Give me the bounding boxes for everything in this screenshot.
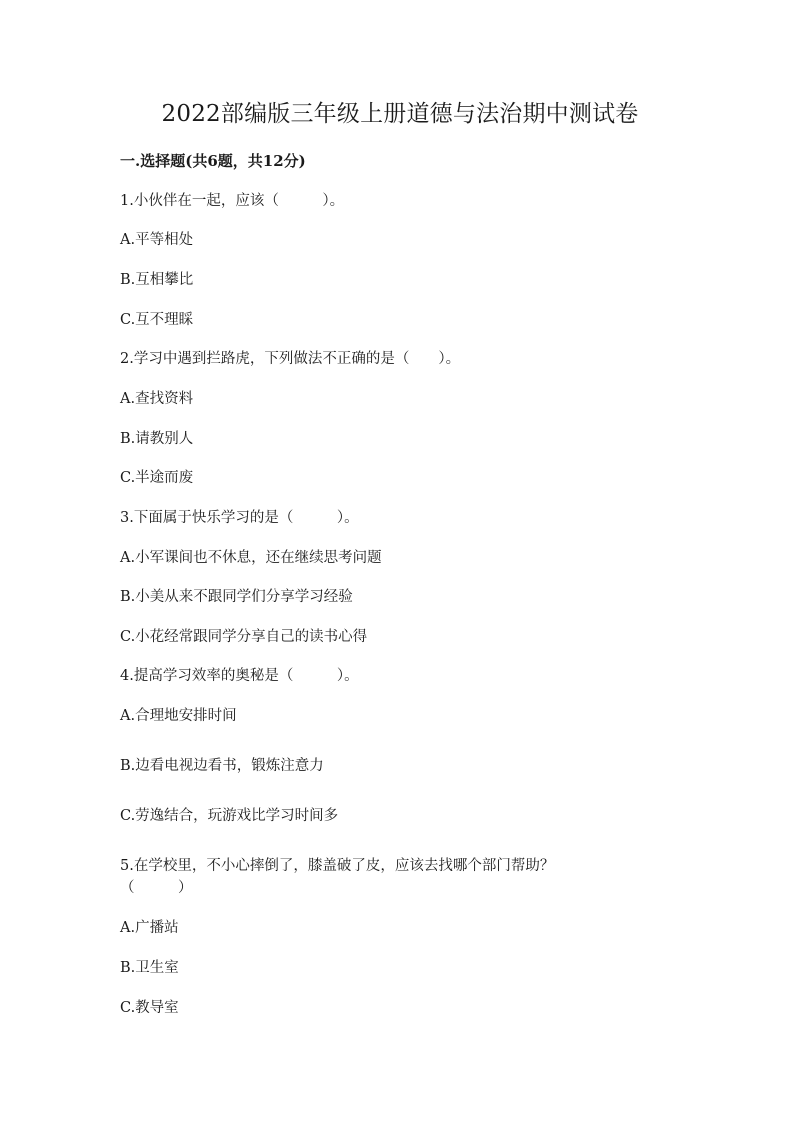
question-4-stem: 4.提高学习效率的奥秘是（ ）。 <box>120 668 359 684</box>
question-1-option-a: A.平等相处 <box>120 232 194 248</box>
question-5-option-a: A.广播站 <box>120 920 179 936</box>
question-2-option-b: B.请教别人 <box>120 431 194 447</box>
question-3-option-a: A.小军课间也不休息，还在继续思考问题 <box>120 550 382 566</box>
page-title: 2022部编版三年级上册道德与法治期中测试卷 <box>161 101 639 127</box>
question-1-option-b: B.互相攀比 <box>120 272 194 288</box>
question-5-option-c: C.教导室 <box>120 1000 179 1016</box>
section-heading: 一.选择题(共6题，共12分) <box>120 152 306 170</box>
question-5-option-b: B.卫生室 <box>120 960 179 976</box>
question-1-option-c: C.互不理睬 <box>120 312 194 328</box>
question-3-option-b: B.小美从来不跟同学们分享学习经验 <box>120 589 353 605</box>
question-5-stem-continuation: （ ） <box>120 880 193 896</box>
question-3-option-c: C.小花经常跟同学分享自己的读书心得 <box>120 629 368 645</box>
question-5-stem: 5.在学校里，不小心摔倒了，膝盖破了皮，应该去找哪个部门帮助？ <box>120 858 555 874</box>
question-2-stem: 2.学习中遇到拦路虎，下列做法不正确的是（ ）。 <box>120 351 461 367</box>
question-2-option-c: C.半途而废 <box>120 470 194 486</box>
question-4-option-a: A.合理地安排时间 <box>120 708 237 724</box>
question-1-stem: 1.小伙伴在一起，应该（ ）。 <box>120 193 345 209</box>
question-3-stem: 3.下面属于快乐学习的是（ ）。 <box>120 510 359 526</box>
question-4-option-c: C.劳逸结合，玩游戏比学习时间多 <box>120 808 339 824</box>
question-4-option-b: B.边看电视边看书，锻炼注意力 <box>120 758 324 774</box>
question-2-option-a: A.查找资料 <box>120 391 194 407</box>
